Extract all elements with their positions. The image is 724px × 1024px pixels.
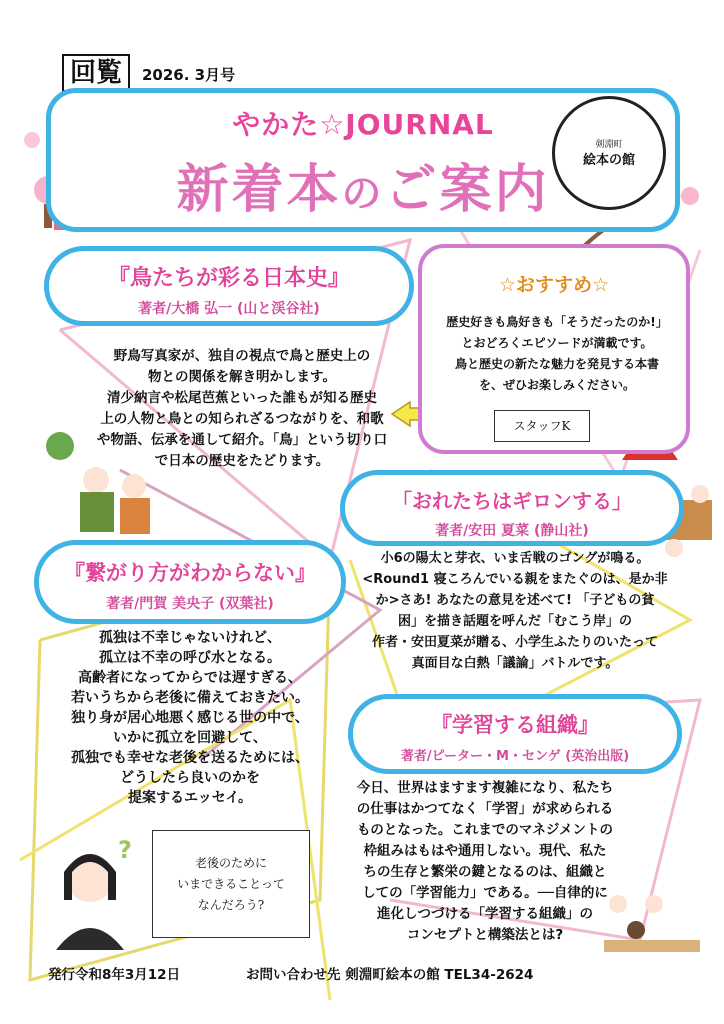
recommend-title: ☆おすすめ☆ bbox=[498, 274, 610, 296]
staff-signature: スタッフK bbox=[494, 410, 590, 442]
recommend-text bbox=[432, 312, 682, 396]
book-2-line: 真面目な白熱「議論」バトルです。 bbox=[411, 656, 619, 671]
logo-town: 剣淵町 bbox=[595, 140, 623, 150]
book-1-description bbox=[84, 346, 400, 472]
logo-name: 絵本の館 bbox=[582, 153, 635, 168]
book-2-line: か>さあ! あなたの意見を述べて! 「子どもの貧 bbox=[375, 593, 655, 608]
title-part-a: 新着本 bbox=[176, 160, 342, 220]
book-4-line: ちの生存と繁栄の鍵となるのは、組織と bbox=[363, 864, 607, 880]
book-2-author: 著者/安田 夏菜 (静山社) bbox=[435, 523, 589, 539]
issued-date: 発行令和8年3月12日 bbox=[48, 967, 181, 983]
recommend-line: を、ぜひお楽しみください。 bbox=[478, 378, 635, 392]
book-3-line: 孤独でも幸せな老後を送るためには、 bbox=[71, 750, 309, 766]
book-4-heading bbox=[348, 694, 682, 774]
book-2-description bbox=[340, 548, 690, 674]
book-4-line: ものとなった。これまでのマネジメントの bbox=[356, 822, 614, 838]
book-4-title: 『学習する組織』 bbox=[431, 713, 599, 737]
book-4-line: の仕事はかつてなく「学習」が求められる bbox=[356, 801, 614, 817]
classroom-illustration bbox=[604, 895, 700, 952]
svg-text:?: ? bbox=[118, 836, 132, 864]
thinking-woman-illustration bbox=[56, 836, 132, 950]
title-part-b: ご案内 bbox=[384, 160, 550, 220]
library-logo bbox=[552, 96, 666, 210]
book-1-heading bbox=[44, 246, 414, 326]
contact-info: お問い合わせ先 剣淵町絵本の館 TEL34-2624 bbox=[246, 967, 534, 983]
book-2-line: 作者・安田夏菜が贈る、小学生ふたりのいたって bbox=[371, 635, 658, 650]
book-4-author: 著者/ピーター・M・センゲ (英治出版) bbox=[400, 749, 630, 764]
book-1-line: 物との関係を解き明かします。 bbox=[148, 369, 336, 385]
issue-date: 2026. 3月号 bbox=[142, 66, 236, 84]
book-3-line: 若いうちから老後に備えておきたい。 bbox=[71, 690, 309, 706]
book-3-heading bbox=[34, 540, 346, 624]
book-3-line: 孤立は不幸の呼び水となる。 bbox=[99, 650, 281, 666]
book-3-line: 提案するエッセイ。 bbox=[127, 790, 253, 806]
bubble-line: 老後のために bbox=[194, 856, 267, 870]
book-1-line: や物語、伝承を通して紹介。「鳥」という切り口 bbox=[96, 432, 388, 448]
book-1-line: 清少納言や松尾芭蕉といった誰もが知る歴史 bbox=[107, 390, 377, 406]
book-1-title: 『鳥たちが彩る日本史』 bbox=[107, 266, 350, 291]
recommend-line: とおどろくエピソードが満載です。 bbox=[461, 336, 653, 350]
book-2-line: <Round1 寝ころんでいる親をまたぐのは、是か非 bbox=[362, 572, 668, 587]
recommend-line: 歴史好きも鳥好きも「そうだったのか!」 bbox=[446, 315, 668, 329]
book-3-author: 著者/門賀 美央子 (双葉社) bbox=[106, 596, 274, 612]
book-2-heading bbox=[340, 470, 684, 546]
book-3-title: 『繋がり方がわからない』 bbox=[64, 561, 316, 585]
journal-name: やかた☆JOURNAL bbox=[232, 108, 494, 141]
book-3-line: 独り身が居心地悪く感じる世の中で、 bbox=[71, 710, 309, 726]
book-4-line: 進化しつづける「学習する組織」の bbox=[377, 906, 593, 922]
book-1-line: 野鳥写真家が、独自の視点で鳥と歴史上の bbox=[113, 348, 371, 364]
book-4-line: コンセプトと構築法とは? bbox=[406, 927, 564, 943]
bubble-line: なんだろう? bbox=[197, 898, 265, 912]
book-3-line: いかに孤立を回避して、 bbox=[113, 730, 267, 746]
book-4-line: しての「学習能力」である。──自律的に bbox=[362, 885, 608, 901]
book-3-line: 孤独は不幸じゃないけれど、 bbox=[99, 630, 281, 646]
book-1-line: 上の人物と鳥との知られざるつながりを、和歌 bbox=[100, 411, 384, 427]
book-1-line: で日本の歴史をたどります。 bbox=[154, 453, 330, 469]
book-2-title: 「おれたちはギロンする」 bbox=[392, 489, 632, 513]
book-2-line: 困」を描き話題を呼んだ「むこう岸」の bbox=[397, 614, 632, 629]
book-3-description bbox=[54, 628, 326, 808]
book-4-line: 枠組みはもはや通用しない。現代、私た bbox=[363, 843, 607, 859]
title-part-no: の bbox=[341, 171, 385, 217]
book-4-line: 今日、世界はますます複雑になり、私たち bbox=[356, 780, 614, 796]
bubble-line: いまできることって bbox=[177, 877, 285, 891]
book-3-line: 高齢者になってからでは遅すぎる、 bbox=[78, 670, 302, 686]
recommend-line: 鳥と歴史の新たな魅力を発見する本書 bbox=[454, 357, 659, 371]
book-1-author: 著者/大橋 弘一 (山と渓谷社) bbox=[138, 301, 320, 317]
thought-bubble bbox=[152, 830, 310, 938]
book-2-line: 小6の陽太と芽衣、いま舌戦のゴングが鳴る。 bbox=[380, 551, 650, 566]
book-3-line: どうしたら良いのかを bbox=[120, 770, 260, 786]
book-4-description bbox=[352, 778, 618, 946]
circulation-label: 回覧 bbox=[62, 54, 130, 92]
